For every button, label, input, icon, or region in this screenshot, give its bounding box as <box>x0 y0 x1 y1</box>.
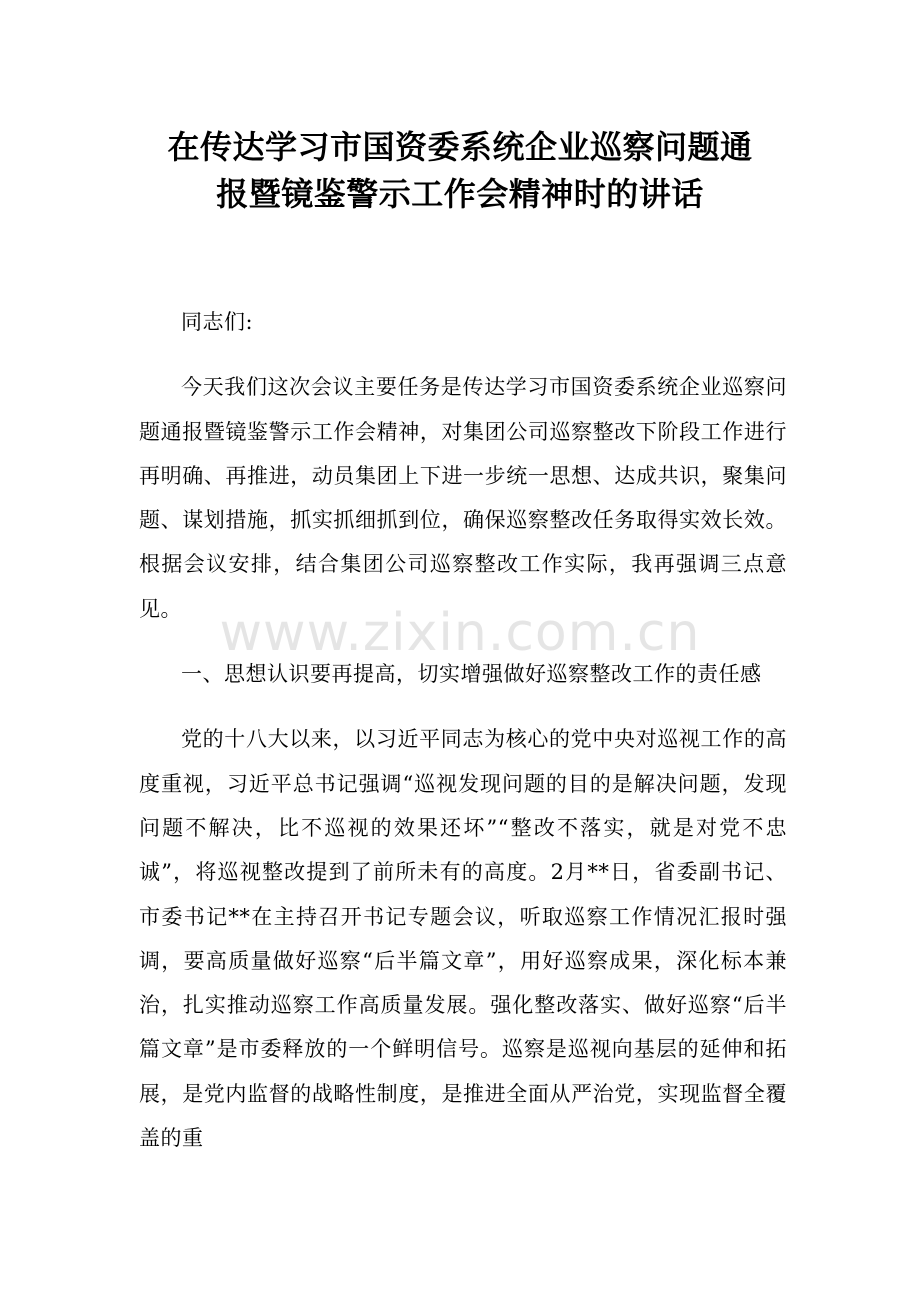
paragraph-intro: 今天我们这次会议主要任务是传达学习市国资委系统企业巡察问题通报暨镜鉴警示工作会精神，对集团公司巡察整改下阶段工作进行再明确、再推进，动员集团上下进一步统一思想、达成共识，聚集问题、谋划措施，抓实抓细抓到位，确保巡察整改任务取得实效长效。根据会议安排，结合集团公司巡察整改工作实际，我再强调三点意见。 <box>139 375 787 621</box>
salutation: 同志们: <box>181 310 254 334</box>
document-body <box>139 300 787 1160</box>
watermark: www.zixin.com.cn <box>219 603 701 663</box>
title-line-2: 报暨镜鉴警示工作会精神时的讲话 <box>216 175 704 213</box>
section-heading-1: 一、思想认识要再提高，切实增强做好巡察整改工作的责任感 <box>181 662 762 687</box>
document-title <box>0 124 920 218</box>
title-line-1: 在传达学习市国资委系统企业巡察问题通 <box>167 128 753 166</box>
paragraph-section-1: 党的十八大以来，以习近平同志为核心的党中央对巡视工作的高度重视，习近平总书记强调“巡视发现问题的目的是解决问题，发现问题不解决，比不巡视的效果还坏”“整改不落实，就是对党不忠诚”，将巡视整改提到了前所未有的高度。2月**日，省委副书记、市委书记**在主持召开书记专题会议，听取巡察工作情况汇报时强调，要高质量做好巡察“后半篇文章”，用好巡察成果，深化标本兼治，扎实推动巡察工作高质量发展。强化整改落实、做好巡察“后半篇文章”是市委释放的一个鲜明信号。巡察是巡视向基层的延伸和拓展，是党内监督的战略性制度，是推进全面从严治党，实现监督全覆盖的重 <box>139 727 787 1151</box>
